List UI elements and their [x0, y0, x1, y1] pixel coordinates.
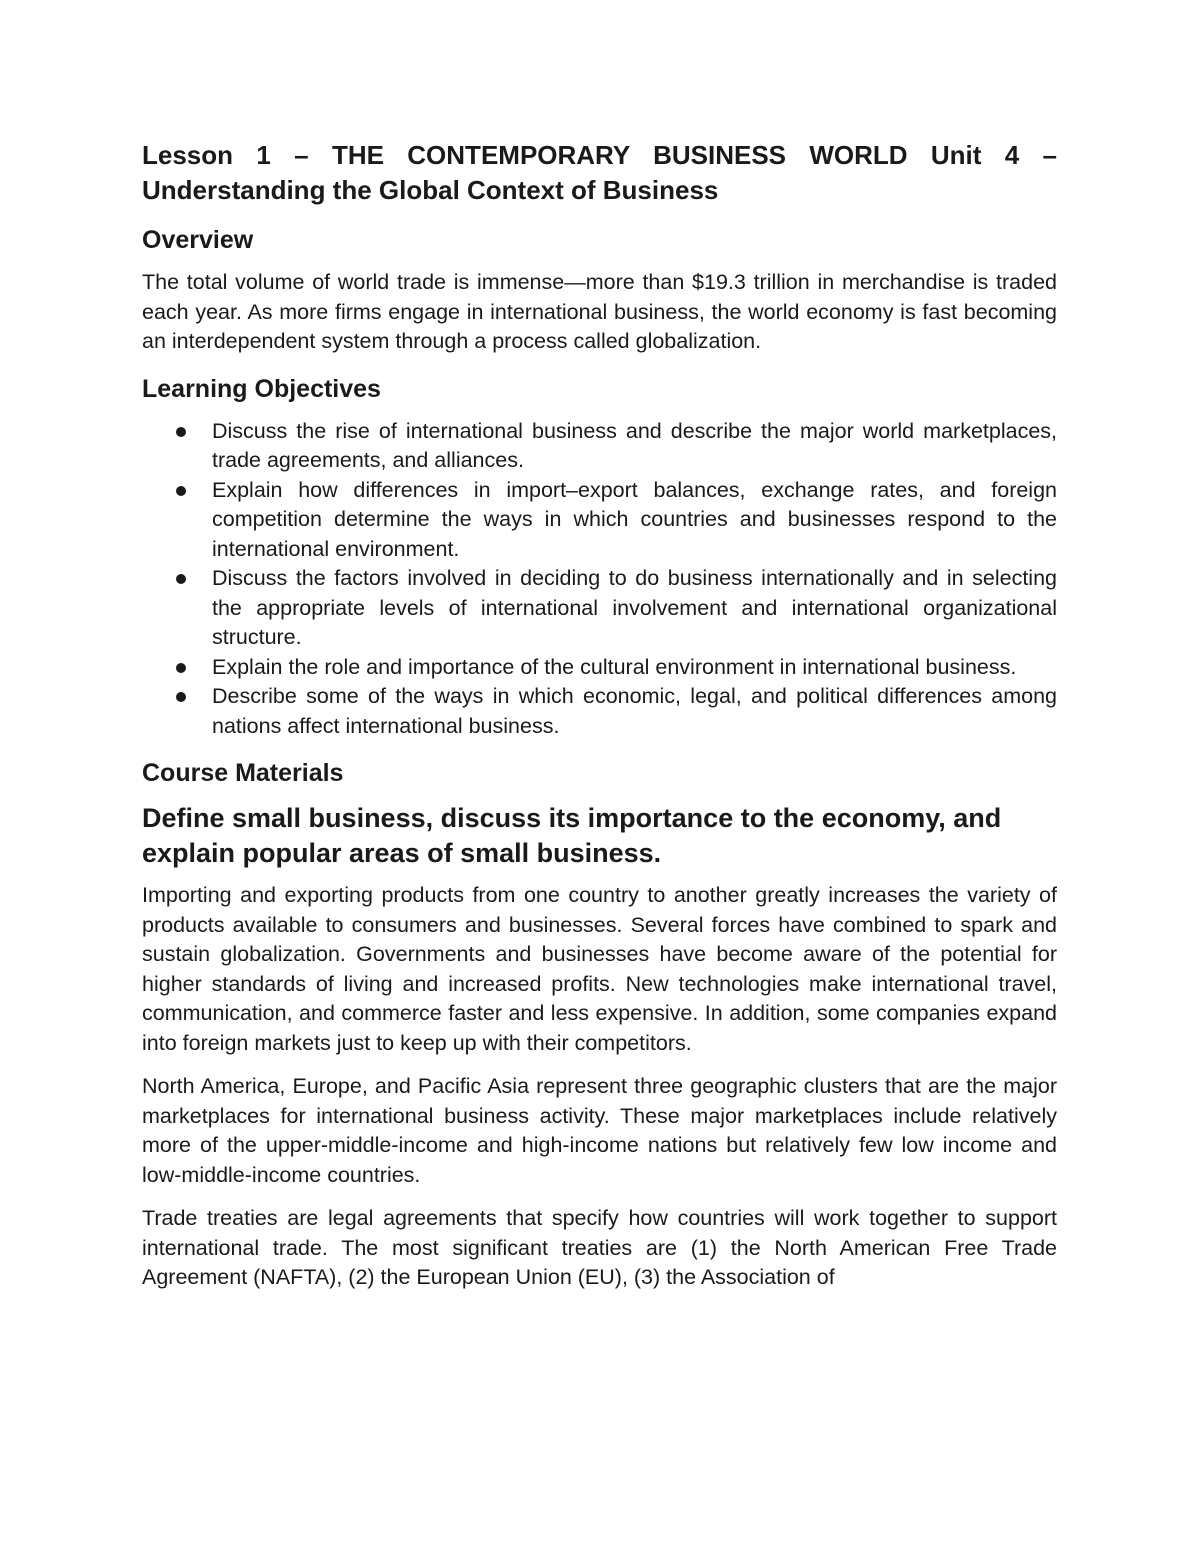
overview-heading: Overview	[142, 226, 254, 254]
materials-paragraph: Trade treaties are legal agreements that specify how countries will work together to support international trade. The most significant treaties are (1) the North American Free Trade Agreement (NAFTA), (2) the European Union (EU), (3) the Association of	[142, 1206, 1057, 1289]
objective-item	[142, 653, 1057, 683]
materials-subheading: Define small business, discuss its importance to the economy, and explain popular areas of small business.	[142, 803, 1002, 868]
document-page	[142, 138, 1057, 1307]
bullet-icon	[176, 663, 186, 673]
objective-text: Explain the role and importance of the cultural environment in international business.	[212, 654, 1017, 679]
lesson-title: Lesson 1 – THE CONTEMPORARY BUSINESS WORLD Unit 4 – Understanding the Global Context of Business	[142, 140, 1057, 205]
objectives-list	[142, 417, 1057, 742]
objective-text: Describe some of the ways in which economic, legal, and political differences among nations affect international business.	[212, 684, 1057, 738]
objective-text: Explain how differences in import–export balances, exchange rates, and foreign competition determine the ways in which countries and businesses respond to the international environment.	[212, 477, 1057, 561]
objective-text: Discuss the rise of international business and describe the major world marketplaces, trade agreements, and alliances.	[212, 418, 1057, 472]
objectives-heading: Learning Objectives	[142, 374, 381, 403]
objective-item	[142, 417, 1057, 476]
objective-item	[142, 564, 1057, 653]
materials-paragraph: North America, Europe, and Pacific Asia represent three geographic clusters that are the major marketplaces for international business activity. These major marketplaces include relatively more of the upper-middle-income and high-income nations but relatively few low income and low-middle-income countries.	[142, 1074, 1057, 1187]
materials-paragraph: Importing and exporting products from one country to another greatly increases the variety of products available to consumers and businesses. Several forces have combined to spark and sustain globalization. Governments and businesses have become aware of the potential for higher standards of living and increased profits. New technologies make international travel, communication, and commerce faster and less expensive. In addition, some companies expand into foreign markets just to keep up with their competitors.	[142, 883, 1057, 1055]
bullet-icon	[176, 692, 186, 702]
bullet-icon	[176, 427, 186, 437]
bullet-icon	[176, 574, 186, 584]
overview-paragraph: The total volume of world trade is immense—more than $19.3 trillion in merchandise is traded each year. As more firms engage in international business, the world economy is fast becoming an interdependent system through a process called globalization.	[142, 270, 1057, 353]
objective-item	[142, 682, 1057, 741]
objective-text: Discuss the factors involved in deciding to do business internationally and in selecting the appropriate levels of international involvement and international organizational structure.	[212, 566, 1057, 649]
objective-item	[142, 476, 1057, 565]
materials-heading: Course Materials	[142, 759, 344, 787]
bullet-icon	[176, 486, 186, 496]
